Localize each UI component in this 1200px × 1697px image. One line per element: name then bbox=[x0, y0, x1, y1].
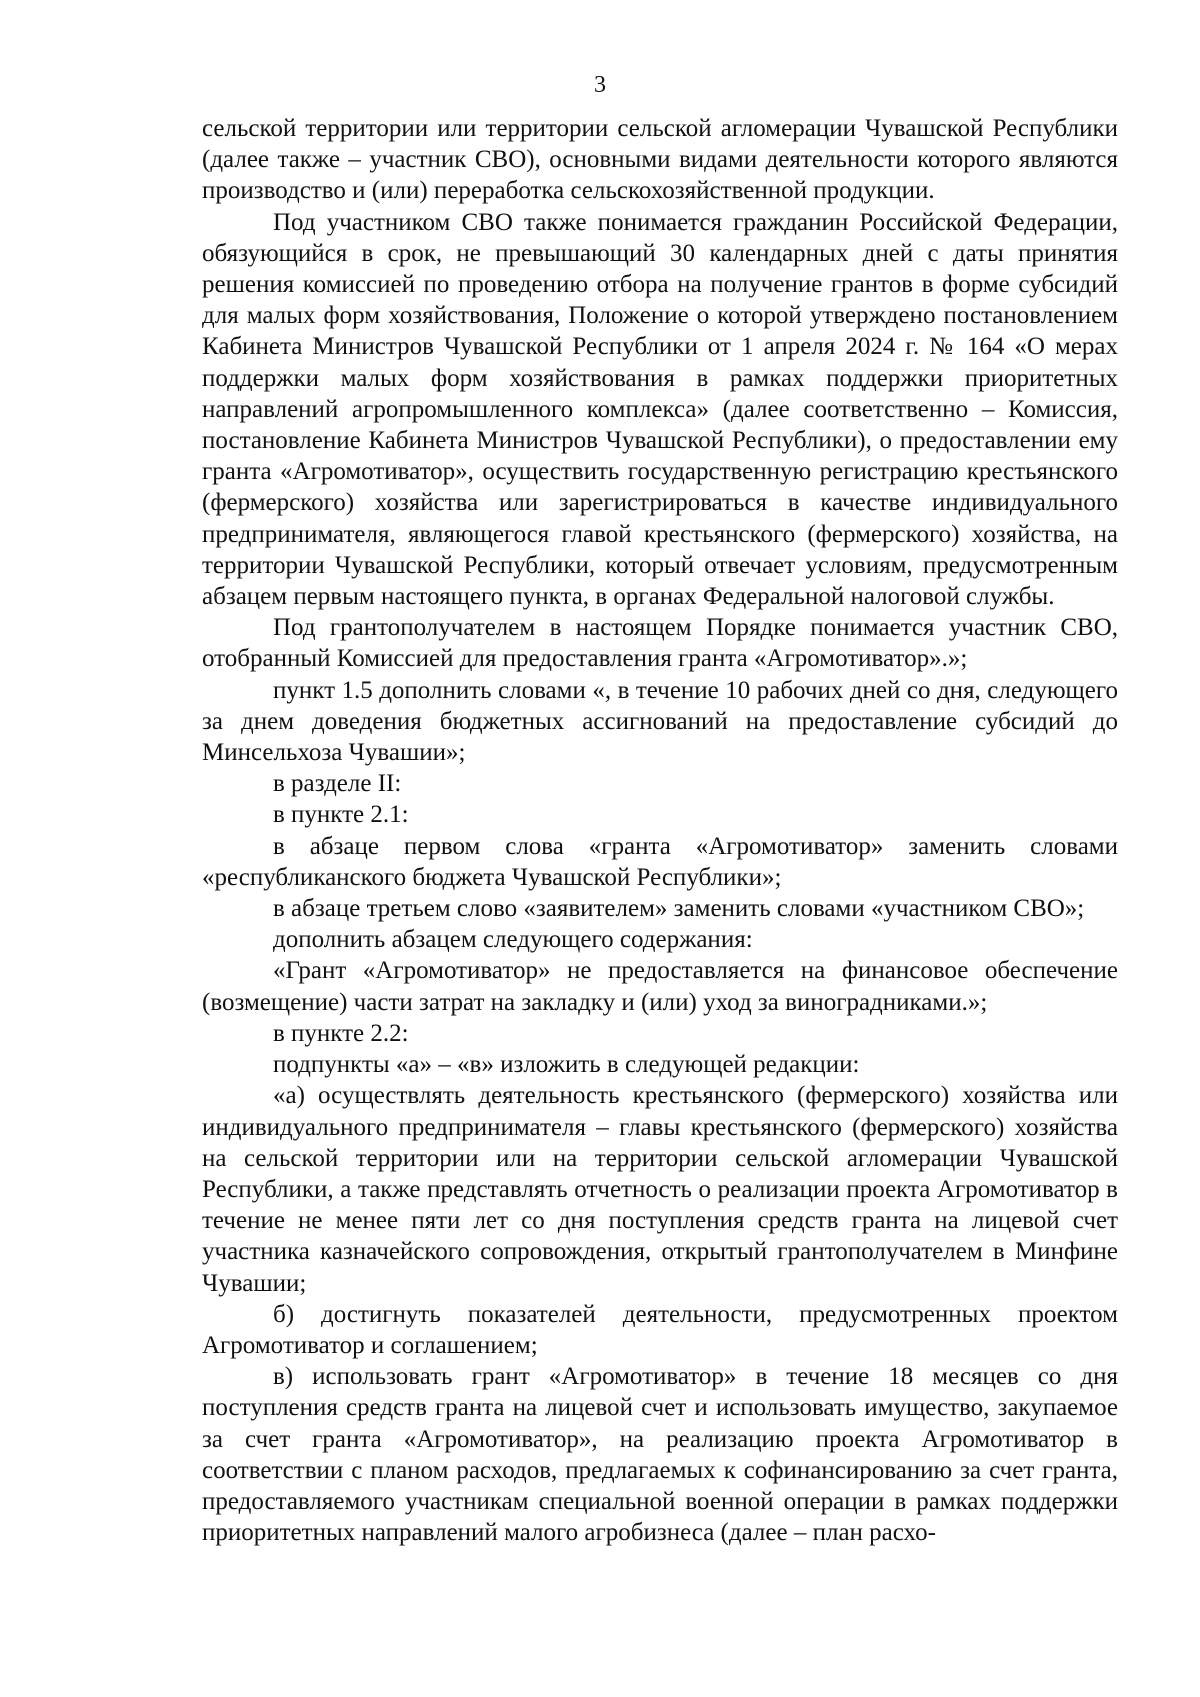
paragraph: в пункте 2.1: bbox=[273, 801, 409, 829]
paragraph: Под грантополучателем в настоящем Порядке понимается участник СВО, отобранный Комиссией для предоставления гранта «Агромотиватор».»; bbox=[202, 614, 1118, 673]
paragraph: сельской территории или территории сельской агломерации Чувашской Республики (далее также – участник СВО), основными видами деятельности которого являются производство и (или) переработка сельскохозяйственной продукции. bbox=[202, 115, 1118, 205]
document-body bbox=[202, 113, 1118, 1548]
paragraph: в абзаце третьем слово «заявителем» заменить словами «участником СВО»; bbox=[273, 895, 1085, 923]
paragraph: «Грант «Агромотиватор» не предоставляется на финансовое обеспечение (возмещение) части затрат на закладку и (или) уход за виноградниками.»; bbox=[202, 957, 1118, 1016]
paragraph: «а) осуществлять деятельность крестьянского (фермерского) хозяйства или индивидуального предпринимателя – главы крестьянского (фермерского) хозяйства на сельской территории или на территории сельской агломерации Чувашской Республики, а также представлять отчетность о реализации проекта Агромотиватор в течение не менее пяти лет со дня поступления средств гранта на лицевой счет участника казначейского сопровождения, открытый грантополучателем в Минфине Чувашии; bbox=[202, 1082, 1118, 1297]
paragraph: в разделе II: bbox=[273, 770, 402, 798]
paragraph: в пункте 2.2: bbox=[273, 1019, 409, 1047]
page-number: 3 bbox=[594, 72, 606, 98]
paragraph: б) достигнуть показателей деятельности, предусмотренных проектом Агромотиватор и соглашением; bbox=[202, 1300, 1118, 1359]
paragraph: дополнить абзацем следующего содержания: bbox=[273, 926, 753, 954]
paragraph: в абзаце первом слова «гранта «Агромотиватор» заменить словами «республиканского бюджета Чувашской Республики»; bbox=[202, 832, 1118, 891]
paragraph: в) использовать грант «Агромотиватор» в течение 18 месяцев со дня поступления средств гранта на лицевой счет и использовать имущество, закупаемое за счет гранта «Агромотиватор», на реализацию проекта Агромотиватор в соответствии с планом расходов, предлагаемых к софинансированию за счет гранта, предоставляемого участникам специальной военной операции в рамках поддержки приоритетных направлений малого агробизнеса (далее – план расхо- bbox=[202, 1363, 1118, 1547]
paragraph: подпункты «а» – «в» изложить в следующей редакции: bbox=[273, 1051, 860, 1079]
paragraph: пункт 1.5 дополнить словами «, в течение 10 рабочих дней со дня, следующего за днем доведения бюджетных ассигнований на предоставление субсидий до Минсельхоза Чувашии»; bbox=[202, 676, 1118, 767]
paragraph: Под участником СВО также понимается гражданин Российской Федерации, обязующийся в срок, не превышающий 30 календарных дней с даты принятия решения комиссией по проведению отбора на получение грантов в форме субсидий для малых форм хозяйствования, Положение о которой утверждено постановлением Кабинета Министров Чувашской Республики от 1 апреля 2024 г. № 164 «О мерах поддержки малых форм хозяйствования в рамках поддержки приоритетных направлений агропромышленного комплекса» (далее соответственно – Комиссия, постановление Кабинета Министров Чувашской Республики), о предоставлении ему гранта «Агромотиватор», осуществить государственную регистрацию крестьянского (фермерского) хозяйства или зарегистрироваться в качестве индивидуального предпринимателя, являющегося главой крестьянского (фермерского) хозяйства, на территории Чувашской Республики, который отвечает условиям, предусмотренным абзацем первым настоящего пункта, в органах Федеральной налоговой службы. bbox=[202, 208, 1118, 611]
